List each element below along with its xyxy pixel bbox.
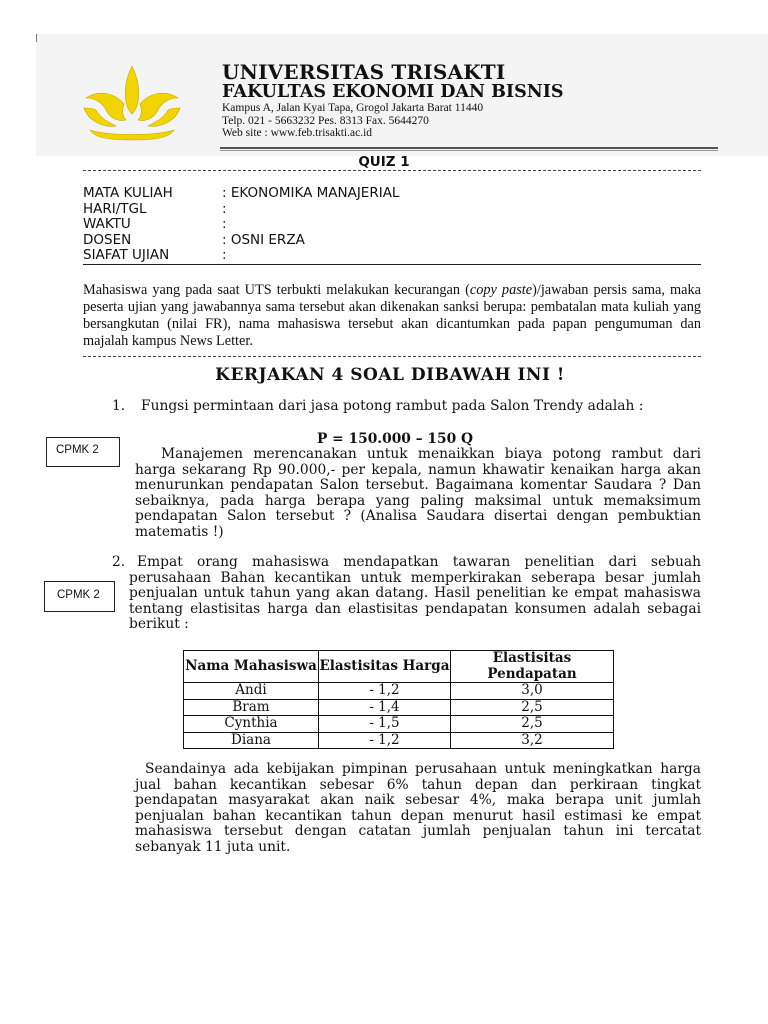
table-cell: 3,2: [451, 732, 614, 749]
notice-italic: copy paste: [469, 282, 533, 298]
table-header: Nama Mahasiswa: [184, 651, 319, 683]
meta-label: HARI/TGL: [83, 200, 147, 217]
table-cell: Diana: [184, 732, 319, 749]
table-header: Elastisitas Pendapatan: [451, 651, 614, 683]
notice-text: Mahasiswa yang pada saat UTS terbukti melakukan kecurangan (: [83, 282, 470, 298]
phone-fax: Telp. 021 - 5663232 Pes. 8313 Fax. 5644270: [222, 115, 429, 127]
table-row: [184, 699, 614, 716]
table-row: [184, 683, 614, 700]
cpmk-label-q2: CPMK 2: [44, 581, 115, 612]
question2-number: 2.: [112, 554, 126, 570]
meta-row-lecturer: [83, 231, 305, 249]
meta-value: :: [222, 200, 227, 217]
table-cell: Andi: [184, 683, 319, 700]
letterhead-rule-thin: [220, 150, 718, 151]
table-cell: Cynthia: [184, 716, 319, 733]
instruction-heading: KERJAKAN 4 SOAL DIBAWAH INI !: [215, 365, 565, 385]
cheating-notice: [83, 282, 701, 350]
meta-row-date: [83, 200, 227, 218]
table-header: Elastisitas Harga: [319, 651, 451, 683]
table-cell: - 1,5: [319, 716, 451, 733]
table-cell: - 1,2: [319, 732, 451, 749]
table-cell: - 1,4: [319, 699, 451, 716]
dashed-separator: [83, 170, 701, 171]
meta-row-time: [83, 216, 227, 233]
notice-text: )/jawaban persis sama, maka peserta ujian yang jawabannya sama tersebut akan dikenakan sanksi berupa: pembatalan mata kuliah yang bersangkutan (nilai FR), nama mahasiswa tersebut akan dicantumkan pada papan pengumuman dan majalah kampus News Letter.: [83, 282, 701, 349]
meta-row-exam-type: [83, 247, 227, 264]
cpmk-label-q1: CPMK 2: [46, 437, 120, 467]
table-header-row: [184, 651, 614, 683]
meta-underline: [83, 264, 701, 265]
meta-label: MATA KULIAH: [83, 185, 173, 201]
table-cell: 2,5: [451, 716, 614, 733]
question2-intro: Empat orang mahasiswa mendapatkan tawaran penelitian dari sebuah perusahaan Bahan kecantikan untuk memperkirakan seberapa besar jumlah penjualan untuk tahun yang akan datang. Hasil penelitian ke empat mahasiswa tentang elastisitas harga dan elastisitas pendapatan konsumen adalah sebagai berikut :: [129, 554, 701, 633]
meta-label: SIAFAT UJIAN: [83, 247, 170, 263]
faculty-name: FAKULTAS EKONOMI DAN BISNIS: [222, 82, 564, 102]
university-name: UNIVERSITAS TRISAKTI: [222, 60, 506, 84]
meta-value: :: [222, 216, 227, 232]
trisakti-logo-icon: [80, 64, 184, 142]
question1-number: 1.: [112, 398, 126, 414]
dashed-separator: [83, 356, 701, 357]
table-cell: 3,0: [451, 683, 614, 700]
meta-value: : OSNI ERZA: [222, 231, 305, 248]
scan-edge-mark: [36, 34, 37, 42]
meta-label: WAKTU: [83, 216, 131, 232]
quiz-title: QUIZ 1: [358, 154, 410, 170]
meta-label: DOSEN: [83, 231, 132, 248]
question1-body: Manajemen merencanakan untuk menaikkan biaya potong rambut dari harga sekarang Rp 90.000,- per kepala, namun khawatir kenaikan harga akan menurunkan pendapatan Salon tersebut. Bagaimana komentar Saudara ? Dan sebaiknya, pada harga berapa yang paling maksimal untuk memaksimum pendapatan Salon tersebut ? (Analisa Saudara disertai dengan pembuktian matematis !): [135, 446, 701, 540]
table-cell: - 1,2: [319, 683, 451, 700]
table-row: [184, 732, 614, 749]
address: Kampus A, Jalan Kyai Tapa, Grogol Jakarta Barat 11440: [222, 102, 484, 114]
table-row: [184, 716, 614, 733]
meta-value: :: [222, 247, 227, 263]
website: Web site : www.feb.trisakti.ac.id: [222, 127, 373, 139]
question1-intro: Fungsi permintaan dari jasa potong rambut pada Salon Trendy adalah :: [141, 398, 644, 414]
letterhead-rule: [220, 147, 718, 149]
meta-value: : EKONOMIKA MANAJERIAL: [222, 185, 400, 201]
demand-formula: P = 150.000 – 150 Q: [316, 431, 474, 447]
table-cell: Bram: [184, 699, 319, 716]
elasticity-table: [183, 650, 614, 749]
meta-row-course: [83, 185, 400, 202]
table-cell: 2,5: [451, 699, 614, 716]
question2-closing: Seandainya ada kebijakan pimpinan perusahaan untuk meningkatkan harga jual bahan kecantikan sebesar 6% tahun depan dan perkiraan tingkat pendapatan masyarakat akan naik sebesar 4%, maka berapa unit jumlah penjualan bahan kecantikan tahun depan menurut hasil estimasi ke empat mahasiswa tersebut dengan catatan jumlah penjualan tahun ini tercatat sebanyak 11 juta unit.: [135, 761, 701, 855]
